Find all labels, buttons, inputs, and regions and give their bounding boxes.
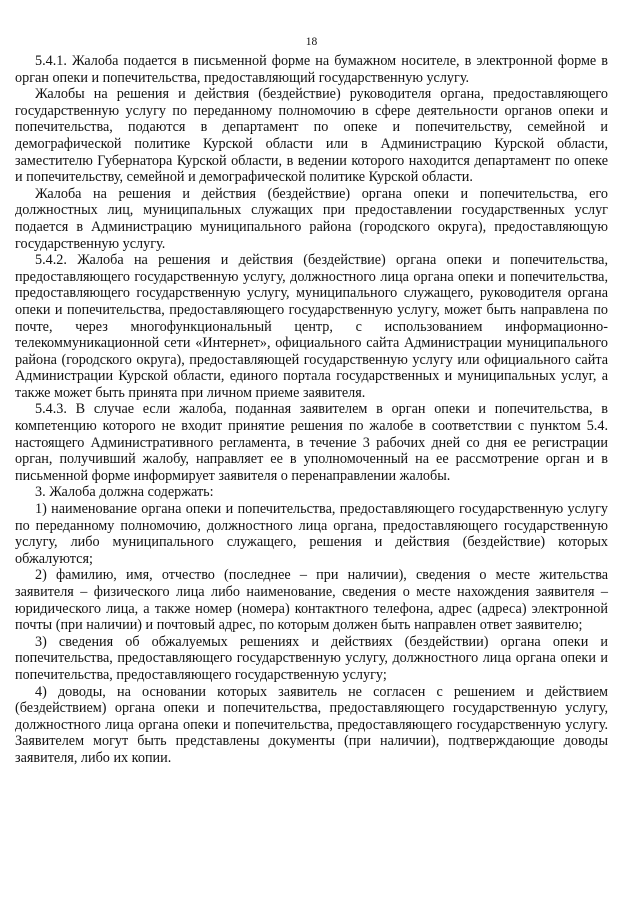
paragraph-5-4-3: 5.4.3. В случае если жалоба, поданная заявителем в орган опеки и попечительства, в компетенцию которого не входит принятие решения по жалобе в соответствии с пунктом 5.4. настоящего Административного регламента, в течение 3 рабочих дней со дня ее регистрации орган, получивший жалобу, направляет ее в уполномоченный на ее рассмотрение орган и в письменной форме информирует заявителя о перенаправлении жалобы. <box>15 401 608 484</box>
page-number: 18 <box>305 36 318 48</box>
list-item-3: 3) сведения об обжалуемых решениях и действиях (бездействии) органа опеки и попечительства, предоставляющего государственную услугу, должностного лица органа опеки и попечительства, предоставляющего государственную услугу; <box>15 633 608 683</box>
paragraph-5-4-1: 5.4.1. Жалоба подается в письменной форме на бумажном носителе, в электронной форме в орган опеки и попечительства, предоставляющий государственную услугу. <box>15 53 608 86</box>
paragraph-complaint-contents-heading: 3. Жалоба должна содержать: <box>35 484 214 501</box>
paragraph-complaint-to-municipal-administration: Жалоба на решения и действия (бездействие) органа опеки и попечительства, его должностных лиц, муниципальных служащих при предоставлении государственных услуг подается в Администрацию муниципального района (городского округа), предоставляющую государственную услугу. <box>15 185 608 252</box>
paragraph-complaints-against-head: Жалобы на решения и действия (бездействие) руководителя органа, предоставляющего государственную услугу по переданному полномочию в сфере деятельности органов опеки и попечительства, подаются в департамент по опеке и попечительству, семейной и демографической политике Курской области или в Администрацию Курской области, заместителю Губернатора Курской области, в ведении которого находится департамент по опеке и попечительству, семейной и демографической политике Курской области. <box>15 86 608 186</box>
list-item-4: 4) доводы, на основании которых заявитель не согласен с решением и действием (бездействием) органа опеки и попечительства, предоставляющего государственную услугу, должностного лица органа опеки и попечительства, предоставляющего государственную услугу. Заявителем могут быть представлены документы (при наличии), подтверждающие доводы заявителя, либо их копии. <box>15 683 608 766</box>
list-item-1: 1) наименование органа опеки и попечительства, предоставляющего государственную услугу по переданному полномочию, должностного лица органа, предоставляющего государственную услугу, либо муниципального служащего, решения и действия (бездействие) которых обжалуются; <box>15 501 608 567</box>
list-item-2: 2) фамилию, имя, отчество (последнее – при наличии), сведения о месте жительства заявителя – физического лица либо наименование, сведения о месте нахождения заявителя – юридического лица, а также номер (номера) контактного телефона, адрес (адреса) электронной почты (при наличии) и почтовый адрес, по которым должен быть направлен ответ заявителю; <box>15 567 608 634</box>
paragraph-5-4-2: 5.4.2. Жалоба на решения и действия (бездействие) органа опеки и попечительства, предоставляющего государственную услугу, должностного лица органа опеки и попечительства, предоставляющего государственную услугу, муниципального служащего, руководителя органа опеки и попечительства, предоставляющего государственную услугу, может быть направлена по почте, через многофункциональный центр, с использованием информационно-телекоммуникационной сети «Интернет», официального сайта Администрации муниципального района (городского округа), предоставляющей государственную услугу или официального сайта Администрации Курской области, единого портала государственных и муниципальных услуг, а также может быть принята при личном приеме заявителя. <box>15 252 608 401</box>
